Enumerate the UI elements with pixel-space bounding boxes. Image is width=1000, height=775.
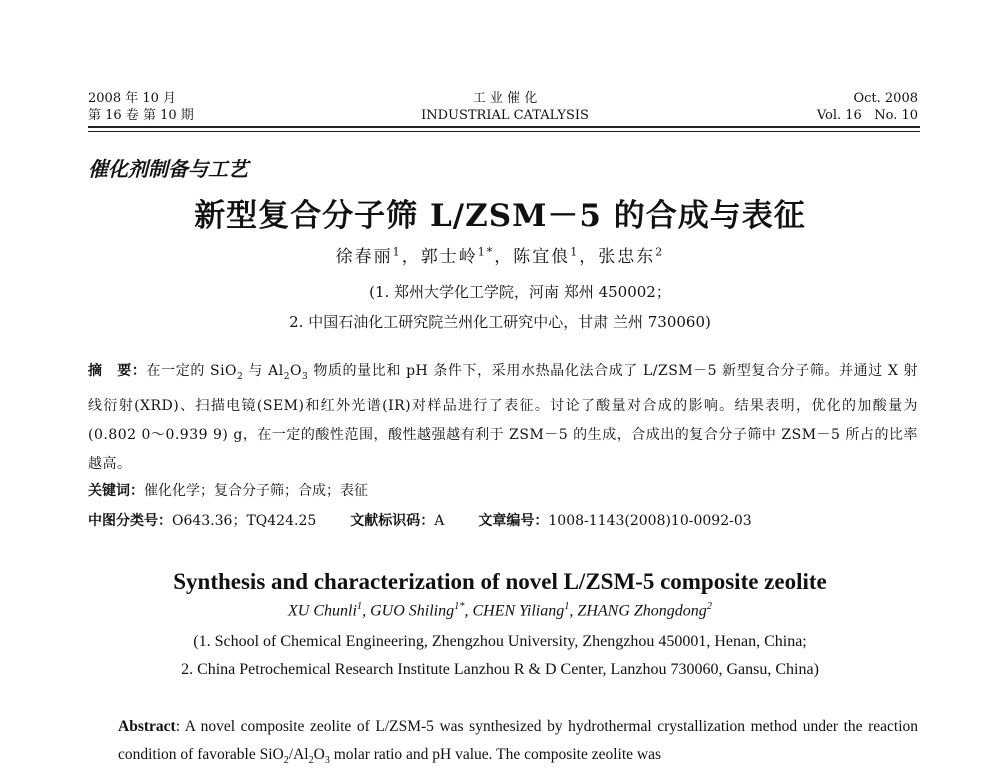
abstract-en-text: A novel composite zeolite of L/ZSM-5 was synthesized by hydrothermal crystallization method under the reaction condition of favorable SiO xyxy=(118,718,919,763)
header-rule-thick xyxy=(88,126,920,128)
author-mark: 1 xyxy=(392,245,402,259)
subscript: 3 xyxy=(324,755,330,767)
author-cn: 陈宜俍 xyxy=(513,247,571,267)
abstract-en-label: Abstract xyxy=(118,718,176,735)
abstract-cn-label: 摘 要： xyxy=(88,363,147,379)
article-number-label: 文章编号： xyxy=(478,513,549,529)
authors-cn: 徐春丽$^1$，郭士岭$^{1*}$，陈宜俍$^1$，张忠东$^2$ xyxy=(335,245,665,267)
header-right xyxy=(817,90,918,124)
author-mark: 2 xyxy=(706,601,712,612)
subscript: 2 xyxy=(237,371,244,382)
author-mark: 1* xyxy=(454,601,465,612)
author-mark: 1 xyxy=(356,601,363,612)
abstract-cn-text: 在一定的 SiO xyxy=(146,363,238,379)
clc-value: O643.36；TQ424.25 xyxy=(172,513,317,529)
article-number-value: 1008-1143(2008)10-0092-03 xyxy=(548,513,752,529)
authors-en: XU Chunli$^1$, GUO Shiling$^{1*}$, CHEN Yiliang$^1$, ZHANG Zhongdong$^2$ xyxy=(288,601,712,620)
doc-code-label: 文献标识码： xyxy=(350,513,435,529)
abstract-en-colon: : xyxy=(175,718,185,735)
header-center xyxy=(380,90,630,124)
volume-cn: 第 16 卷 第 10 期 xyxy=(88,108,194,123)
affiliation-en-2: 2. China Petrochemical Research Institute Lanzhou R & D Center, Lanzhou 730060, Gansu, China) xyxy=(181,661,819,678)
abstract-cn xyxy=(88,357,918,479)
subscript: 2 xyxy=(308,755,314,767)
issue-date-en: Oct. 2008 xyxy=(853,91,918,106)
author-en: GUO Shiling xyxy=(370,602,455,620)
volume-en: Vol. 16 No. 10 xyxy=(816,108,918,123)
journal-name-cn: 工 业 催 化 xyxy=(472,91,538,106)
author-en: ZHANG Zhongdong xyxy=(577,602,707,620)
abstract-en-text: /Al xyxy=(288,746,309,763)
classification-line xyxy=(88,510,752,530)
journal-name-en: INDUSTRIAL CATALYSIS xyxy=(421,108,589,123)
header-rule-thin xyxy=(88,131,920,132)
abstract-cn-text: O xyxy=(289,363,302,379)
abstract-en-text: O xyxy=(313,746,325,763)
affiliation-en-1: (1. School of Chemical Engineering, Zhengzhou University, Zhengzhou 450001, Henan, China; xyxy=(193,633,807,650)
keywords-text: 催化化学；复合分子筛；合成；表征 xyxy=(144,483,368,499)
author-mark: 1 xyxy=(570,245,580,259)
author-en: XU Chunli xyxy=(288,602,357,620)
author-en: CHEN Yiliang xyxy=(472,602,565,620)
clc-label: 中图分类号： xyxy=(88,513,172,529)
author-mark: 1 xyxy=(564,601,570,612)
author-cn: 张忠东 xyxy=(598,247,656,267)
author-cn: 徐春丽 xyxy=(335,247,393,267)
issue-date-cn: 2008 年 10 月 xyxy=(88,91,177,106)
author-mark: 2 xyxy=(655,245,665,259)
subscript: 2 xyxy=(283,371,290,382)
abstract-cn-text: 与 Al xyxy=(243,363,284,379)
doc-code-value: A xyxy=(434,513,445,529)
author-mark: 1* xyxy=(477,245,495,259)
author-cn: 郭士岭 xyxy=(420,247,478,267)
subscript: 3 xyxy=(301,371,309,382)
affiliation-cn-2: 2. 中国石油化工研究院兰州化工研究中心，甘肃 兰州 730060) xyxy=(289,313,711,331)
abstract-en-text: molar ratio and pH value. The composite zeolite was xyxy=(329,746,661,763)
header-left xyxy=(88,90,194,124)
section-tag: 催化剂制备与工艺 xyxy=(88,157,248,181)
keywords-label: 关键词： xyxy=(88,483,144,499)
keywords xyxy=(88,480,368,500)
subscript: 2 xyxy=(283,755,289,767)
abstract-cn-text: 物质的量比和 pH 条件下，采用水热晶化法合成了 L/ZSM－5 新型复合分子筛。并通过 X 射线衍射(XRD)、扫描电镜(SEM)和红外光谱(IR)对样品进行了表征。讨论了酸量对合成的影响。结果表明，优化的加酸量为(0.802 0～0.939 9) g，在一定的酸性范围，酸性越强越有利于 ZSM－5 的生成，合成出的复合分子筛中 ZSM－5 所占的比率越高。 xyxy=(88,363,918,472)
title-cn: 新型复合分子筛 L/ZSM－5 的合成与表征 xyxy=(194,198,806,234)
abstract-en xyxy=(118,713,918,775)
affiliation-cn-1: (1. 郑州大学化工学院，河南 郑州 450002； xyxy=(369,283,671,301)
title-en: Synthesis and characterization of novel L/ZSM-5 composite zeolite xyxy=(173,569,827,594)
